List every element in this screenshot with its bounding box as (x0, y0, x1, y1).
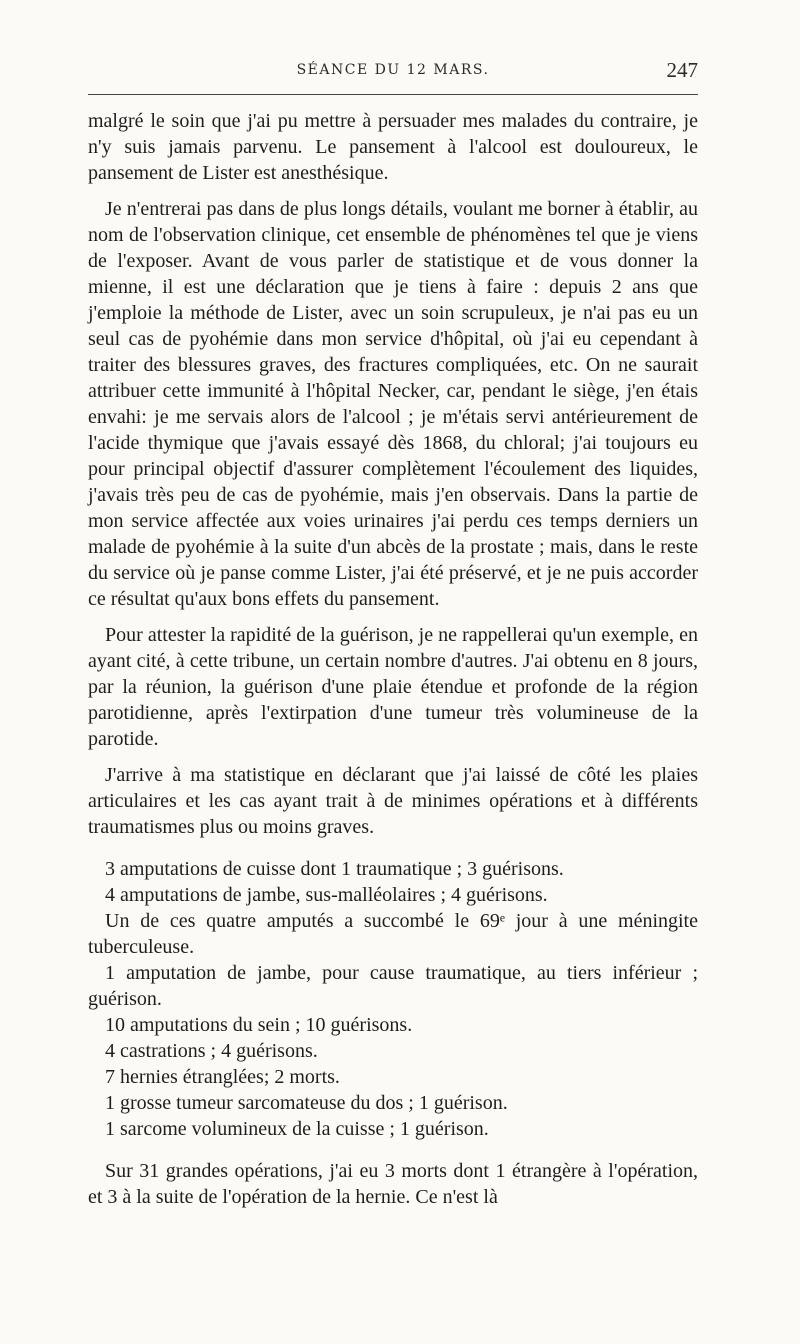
statistics-item: 1 amputation de jambe, pour cause traumatique, au tiers inférieur ; guérison. (88, 962, 698, 1010)
paragraph: J'arrive à ma statistique en déclarant que j'ai laissé de côté les plaies articulaires et les cas ayant trait à de minimes opérations et à différents traumatismes plus ou moins graves. (88, 764, 698, 838)
paragraph: Je n'entrerai pas dans de plus longs détails, voulant me borner à établir, au nom de l'observation clinique, cet ensemble de phénomènes tel que je viens de l'exposer. Avant de vous parler de statistique et de vous donner la mienne, il est une déclaration que je tiens à faire : depuis 2 ans que j'emploie la méthode de Lister, avec un soin scrupuleux, je n'ai pas eu un seul cas de pyohémie dans mon service d'hôpital, où j'ai eu cependant à traiter des blessures graves, des fractures compliquées, etc. On ne saurait attribuer cette immunité à l'hôpital Necker, car, pendant le siège, j'en étais envahi: je me servais alors de l'alcool ; je m'étais servi antérieurement de l'acide thymique que j'avais essayé dès 1868, du chloral; j'ai toujours eu pour principal objectif d'assurer complètement l'écoulement des liquides, j'avais très peu de cas de pyohémie, mais j'en observais. Dans la partie de mon service affectée aux voies urinaires j'ai perdu ces temps derniers un malade de pyohémie à la suite d'un abcès de la prostate ; mais, dans le reste du service où je panse comme Lister, j'ai été préservé, et je ne puis accorder ce résultat qu'aux bons effets du pansement. (88, 198, 698, 610)
paragraph: Pour attester la rapidité de la guérison, je ne rappellerai qu'un exemple, en ayant cité, à cette tribune, un certain nombre d'autres. J'ai obtenu en 8 jours, par la réunion, la guérison d'une plaie étendue et profonde de la région parotidienne, après l'extirpation d'une tumeur très volumineuse de la parotide. (88, 624, 698, 750)
statistics-note: Un de ces quatre amputés a succombé le 69ᵉ jour à une méningite tuberculeuse. (88, 910, 698, 958)
paragraph-continued: Sur 31 grandes opérations, j'ai eu 3 morts dont 1 étrangère à l'opération, et 3 à la suite de l'opération de la hernie. Ce n'est là (88, 1160, 698, 1208)
statistics-item: 3 amputations de cuisse dont 1 traumatique ; 3 guérisons. (105, 858, 564, 880)
statistics-item: 1 sarcome volumineux de la cuisse ; 1 guérison. (105, 1118, 489, 1140)
running-head-title: SÉANCE DU 12 MARS. (296, 62, 490, 78)
statistics-item: 10 amputations du sein ; 10 guérisons. (105, 1014, 413, 1036)
statistics-item: 4 castrations ; 4 guérisons. (105, 1040, 318, 1062)
statistics-list (88, 856, 698, 1142)
statistics-item: 4 amputations de jambe, sus-malléolaires ; 4 guérisons. (105, 884, 548, 906)
statistics-item: 1 grosse tumeur sarcomateuse du dos ; 1 guérison. (105, 1092, 508, 1114)
running-head (88, 58, 698, 86)
header-rule (88, 94, 698, 95)
statistics-item: 7 hernies étranglées; 2 morts. (105, 1066, 340, 1088)
paragraph: malgré le soin que j'ai pu mettre à persuader mes malades du contraire, je n'y suis jamais parvenu. Le pansement à l'alcool est douloureux, le pansement de Lister est anesthésique. (88, 110, 698, 184)
page-number: 247 (666, 58, 698, 82)
body-text (88, 108, 698, 1220)
